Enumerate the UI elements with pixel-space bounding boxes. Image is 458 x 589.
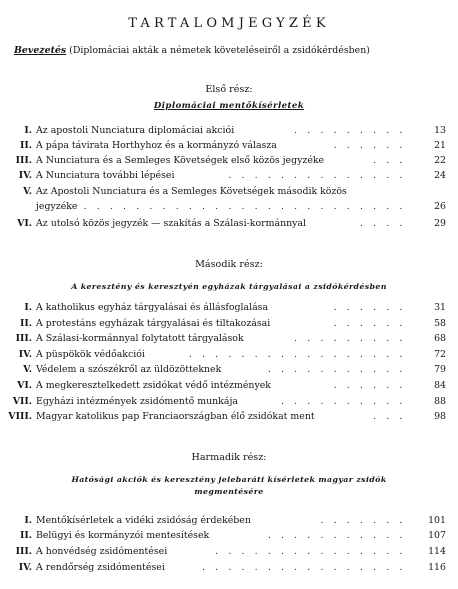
entry-page: 84	[434, 380, 446, 391]
entry-page: 79	[434, 364, 446, 375]
intro-line	[14, 45, 370, 56]
entry-title: A Nunciatura és a Semleges Követségek első közös jegyzéke	[36, 155, 325, 166]
entry-leader: . . . . . . . . . . .	[267, 364, 406, 375]
entry-number: III.	[15, 155, 32, 166]
entry-page: 22	[434, 155, 446, 166]
part3-subtitle-line1: Hatósági akciók és keresztény jelebaráti kísérletek magyar zsidók	[71, 475, 387, 484]
entry-page: 58	[434, 318, 446, 329]
entry-number: I.	[24, 302, 32, 313]
page-title: TARTALOMJEGYZÉK	[128, 16, 330, 31]
entry-number: III.	[15, 333, 32, 344]
entry-title: A Nunciatura további lépései	[36, 170, 175, 181]
entry-title: Egyházi intézmények zsidómentő munkája	[36, 396, 238, 407]
entry-number: II.	[19, 140, 32, 151]
entry-leader: . . . . . . . . . . . . . .	[228, 170, 406, 181]
entry-page: 26	[434, 201, 446, 212]
toc-entry	[0, 411, 458, 423]
entry-page: 21	[434, 140, 446, 151]
entry-leader: . . . . . .	[333, 302, 406, 313]
entry-title: Az apostoli Nunciatura diplomáciai akciói	[36, 125, 235, 136]
entry-title: Belügyi és kormányzói mentesítések	[36, 530, 210, 541]
part2-heading: Második rész:	[195, 259, 263, 270]
entry-title: A pápa távirata Horthyhoz és a kormányzó válasza	[36, 140, 277, 151]
entry-title: A megkeresztelkedett zsidókat védő intézmények	[36, 380, 271, 391]
toc-entry	[0, 380, 458, 392]
toc-entry	[0, 218, 458, 230]
entry-title: Mentőkísérletek a vidéki zsidóság érdekében	[36, 515, 251, 526]
entry-title: A Szálasi-kormánnyal folytatott tárgyalások	[36, 333, 244, 344]
entry-leader: . . . .	[359, 218, 406, 229]
entry-title: Az Apostoli Nunciatura és a Semleges Követségek második közös	[36, 186, 347, 197]
entry-number: VI.	[17, 380, 32, 391]
entry-page: 101	[428, 515, 446, 526]
entry-page: 68	[434, 333, 446, 344]
entry-number: IV.	[18, 170, 32, 181]
entry-page: 13	[434, 125, 446, 136]
toc-entry	[0, 140, 458, 152]
entry-title: A püspökök védőakciói	[36, 349, 145, 360]
entry-title-continuation: jegyzéke	[36, 201, 78, 212]
entry-number: V.	[23, 364, 32, 375]
entry-leader: . . . . . . . . . . . . . . .	[215, 546, 406, 557]
entry-title: A honvédség zsidómentései	[36, 546, 168, 557]
entry-number: VI.	[17, 218, 32, 229]
entry-page: 72	[434, 349, 446, 360]
entry-leader: . . . . . . . . . . .	[267, 530, 406, 541]
intro-lead: Bevezetés	[14, 45, 67, 56]
entry-title: Magyar katolikus pap Franciaországban élő zsidókat ment	[36, 411, 315, 422]
entry-page: 29	[434, 218, 446, 229]
entry-title: A katholikus egyház tárgyalásai és állásfoglalása	[36, 302, 269, 313]
entry-page: 24	[434, 170, 446, 181]
toc-entry	[0, 530, 458, 542]
toc-entry	[0, 396, 458, 408]
entry-number: V.	[23, 186, 32, 197]
entry-leader: . . . . . . . . . . . . . . . . . . . . . . . . .	[83, 201, 406, 212]
part1-subtitle: Diplomáciai mentőkísérletek	[153, 101, 305, 111]
toc-entry	[0, 170, 458, 182]
entry-number: VIII.	[8, 411, 32, 422]
entry-number: IV.	[18, 562, 32, 573]
part2-subtitle: A keresztény és keresztyén egyházak tárgyalásai a zsidókérdésben	[71, 282, 387, 291]
entry-leader: . . . . . .	[333, 140, 406, 151]
entry-number: IV.	[18, 349, 32, 360]
entry-page: 31	[434, 302, 446, 313]
entry-page: 88	[434, 396, 446, 407]
toc-entry	[0, 302, 458, 314]
toc-entry	[0, 125, 458, 137]
part3-heading: Harmadik rész:	[191, 452, 267, 463]
entry-leader: . . . . . . . . . . . . . . . .	[202, 562, 406, 573]
entry-number: II.	[19, 318, 32, 329]
entry-page: 116	[428, 562, 446, 573]
intro-text: (Diplomáciai akták a németek követeléseiről a zsidókérdésben)	[69, 45, 370, 56]
toc-entry	[0, 186, 458, 198]
toc-entry	[0, 333, 458, 345]
toc-entry	[0, 364, 458, 376]
entry-leader: . . . . . . . . . .	[280, 396, 406, 407]
toc-entry	[0, 155, 458, 167]
entry-leader: . . . . . . . . .	[294, 125, 406, 136]
entry-number: II.	[19, 530, 32, 541]
entry-leader: . . . . . . . . .	[294, 333, 406, 344]
toc-entry	[0, 515, 458, 527]
part1-heading: Első rész:	[205, 84, 253, 95]
toc-entry-continuation	[0, 201, 458, 213]
entry-page: 107	[428, 530, 446, 541]
entry-title: A protestáns egyházak tárgyalásai és tiltakozásai	[36, 318, 271, 329]
entry-title: A rendőrség zsidómentései	[36, 562, 165, 573]
entry-leader: . . . . . .	[333, 380, 406, 391]
toc-entry	[0, 546, 458, 558]
entry-number: III.	[15, 546, 32, 557]
toc-entry	[0, 562, 458, 574]
toc-entry	[0, 318, 458, 330]
entry-leader: . . .	[373, 155, 406, 166]
entry-page: 114	[428, 546, 446, 557]
part3-subtitle-line2: megmentésére	[194, 487, 264, 496]
entry-title: Védelem a szószékről az üldözötteknek	[36, 364, 222, 375]
entry-title: Az utolsó közös jegyzék — szakítás a Szálasi-kormánnyal	[36, 218, 307, 229]
entry-leader: . . .	[373, 411, 406, 422]
entry-number: I.	[24, 515, 32, 526]
entry-number: VII.	[12, 396, 32, 407]
entry-leader: . . . . . . . . . . . . . . . . .	[188, 349, 406, 360]
entry-leader: . . . . . .	[333, 318, 406, 329]
entry-page: 98	[434, 411, 446, 422]
entry-leader: . . . . . . .	[320, 515, 406, 526]
toc-entry	[0, 349, 458, 361]
entry-number: I.	[24, 125, 32, 136]
